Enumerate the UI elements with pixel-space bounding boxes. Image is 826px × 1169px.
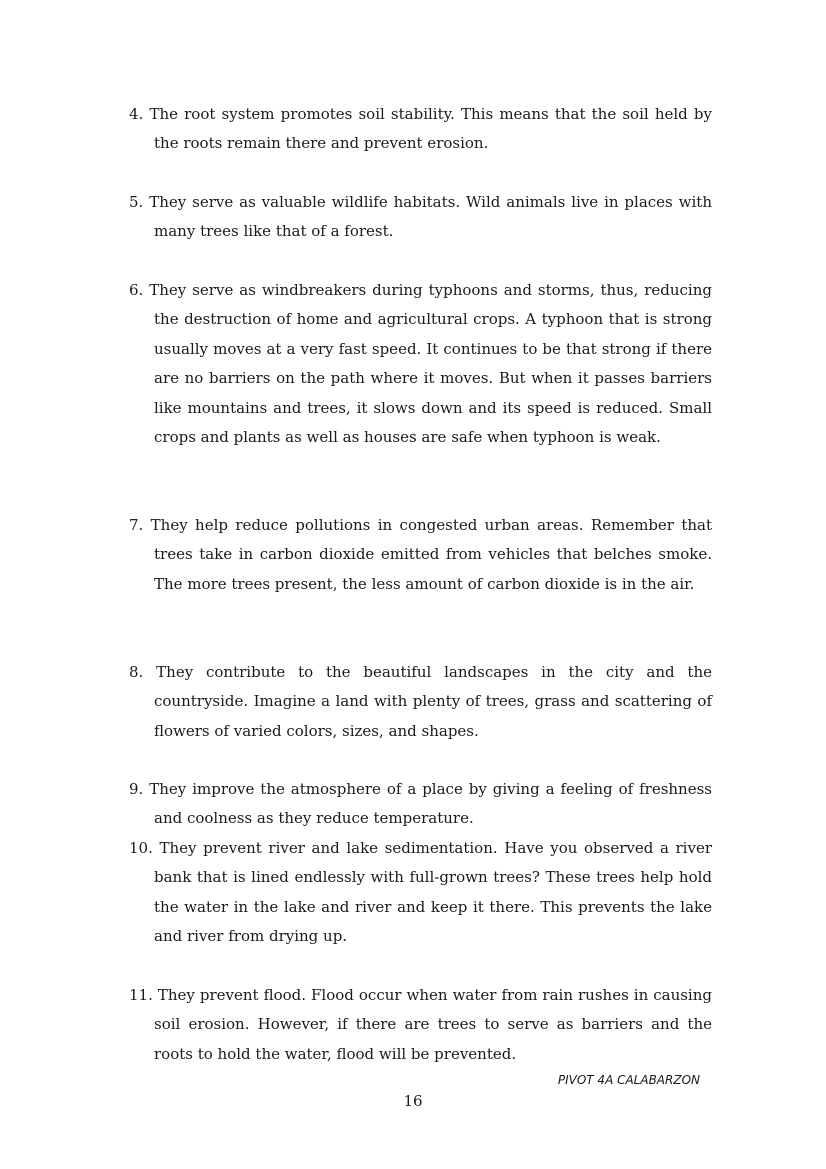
item-number: 4. bbox=[129, 105, 144, 123]
item-text: The root system promotes soil stability. This means that the soil held by the roots remain there and prevent erosion. bbox=[149, 105, 712, 153]
item-number: 5. bbox=[129, 193, 144, 211]
item-number: 8. bbox=[129, 663, 144, 681]
item-number: 7. bbox=[129, 516, 144, 534]
item-number: 9. bbox=[129, 780, 144, 798]
list-item-4 bbox=[129, 100, 712, 159]
list-item-7 bbox=[129, 511, 712, 599]
page-number: 16 bbox=[403, 1092, 423, 1110]
item-number: 6. bbox=[129, 281, 144, 299]
item-text: They prevent flood. Flood occur when water from rain rushes in causing soil erosion. However, if there are trees to serve as barriers and the roots to hold the water, flood will be prevented. bbox=[154, 986, 712, 1063]
list-item-8 bbox=[129, 658, 712, 746]
item-text: They prevent river and lake sedimentation. Have you observed a river bank that is lined endlessly with full-grown trees? These trees help hold the water in the lake and river and keep it there. This prevents the lake and river from drying up. bbox=[154, 839, 712, 946]
item-text: They serve as valuable wildlife habitats. Wild animals live in places with many trees like that of a forest. bbox=[149, 193, 712, 241]
item-text: They serve as windbreakers during typhoons and storms, thus, reducing the destruction of home and agricultural crops. A typhoon that is strong usually moves at a very fast speed. It continues to be that strong if there are no barriers on the path where it moves. But when it passes barriers like mountains and trees, it slows down and its speed is reduced. Small crops and plants as well as houses are safe when typhoon is weak. bbox=[149, 281, 712, 447]
list-item-5 bbox=[129, 188, 712, 247]
item-number: 10. bbox=[129, 839, 153, 857]
footer-label: PIVOT 4A CALABARZON bbox=[557, 1073, 700, 1087]
list-item-6 bbox=[129, 276, 712, 452]
list-item-11 bbox=[129, 981, 712, 1069]
item-text: They improve the atmosphere of a place by giving a feeling of freshness and coolness as they reduce temperature. bbox=[149, 780, 712, 828]
list-item-10 bbox=[129, 834, 712, 952]
item-text: They contribute to the beautiful landscapes in the city and the countryside. Imagine a land with plenty of trees, grass and scattering of flowers of varied colors, sizes, and shapes. bbox=[154, 663, 712, 740]
item-text: They help reduce pollutions in congested urban areas. Remember that trees take in carbon dioxide emitted from vehicles that belches smoke. The more trees present, the less amount of carbon dioxide is in the air. bbox=[150, 516, 712, 593]
list-item-9 bbox=[129, 775, 712, 834]
item-number: 11. bbox=[129, 986, 153, 1004]
